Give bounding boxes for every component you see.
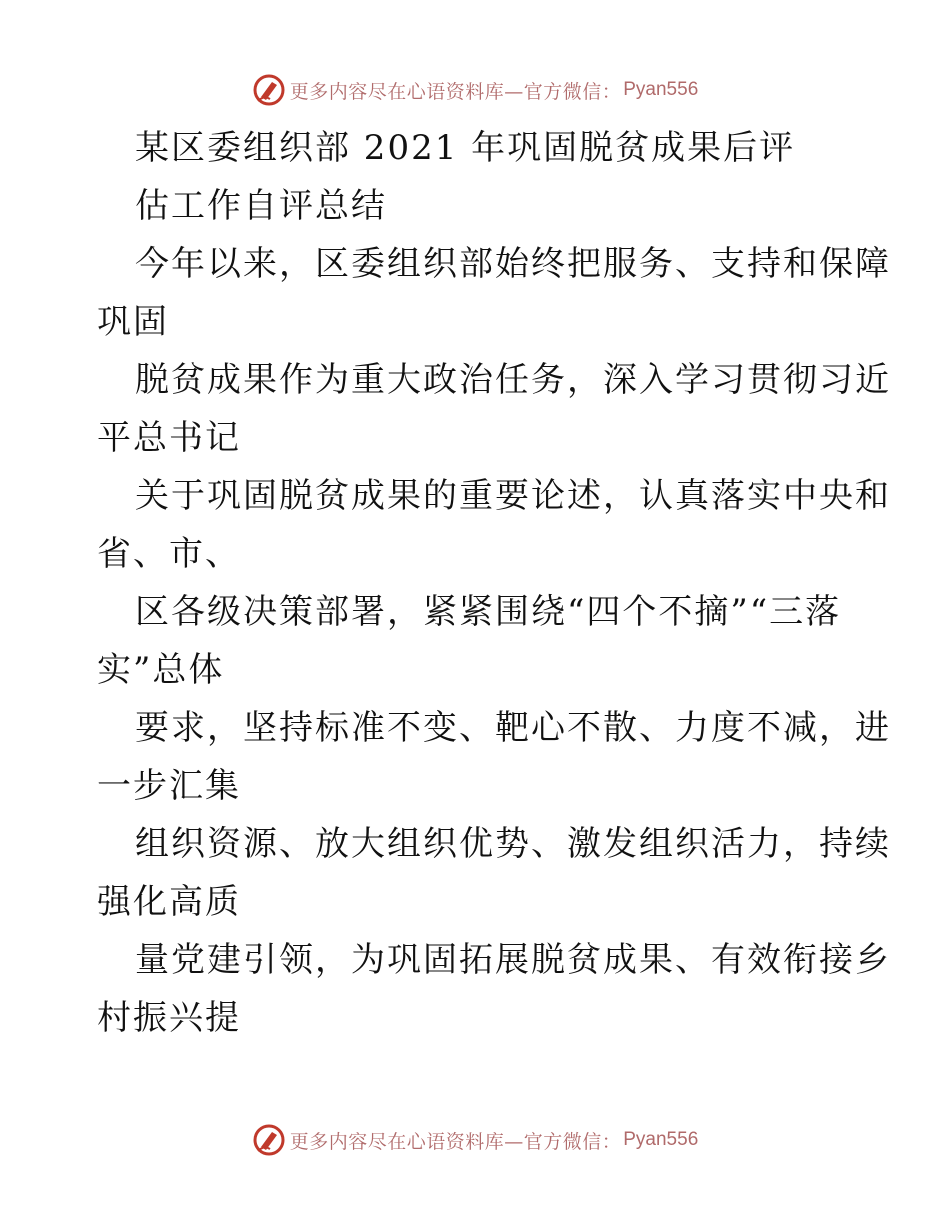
logo-icon [252, 1123, 286, 1157]
doc-text-line: 实”总体 [97, 650, 225, 690]
doc-text-line: 区各级决策部署，紧紧围绕“四个不摘”“三落 [135, 592, 842, 632]
wechat-id: Pyan556 [623, 1129, 699, 1150]
banner-text: 更多内容尽在心语资料库—官方微信： [289, 1130, 622, 1153]
doc-text-line: 村振兴提 [97, 998, 241, 1038]
doc-text-line: 量党建引领，为巩固拓展脱贫成果、有效衔接乡 [135, 940, 891, 980]
doc-text-line: 巩固 [97, 302, 169, 342]
doc-text-line: 组织资源、放大组织优势、激发组织活力，持续 [135, 824, 891, 864]
doc-text-line: 脱贫成果作为重大政治任务，深入学习贯彻习近 [135, 360, 891, 400]
doc-text-line: 省、市、 [97, 534, 241, 574]
doc-text-line: 强化高质 [97, 882, 241, 922]
doc-text-line: 平总书记 [97, 418, 241, 458]
footer-banner [0, 1120, 950, 1160]
doc-title-line-1: 某区委组织部 2021 年巩固脱贫成果后评 [135, 128, 796, 168]
doc-text-line: 要求，坚持标准不变、靶心不散、力度不减，进 [135, 708, 891, 748]
logo-icon [252, 73, 286, 107]
wechat-id: Pyan556 [623, 79, 699, 100]
doc-text-line: 今年以来，区委组织部始终把服务、支持和保障 [135, 244, 891, 284]
banner-text: 更多内容尽在心语资料库—官方微信： [289, 80, 622, 103]
doc-text-line: 关于巩固脱贫成果的重要论述，认真落实中央和 [135, 476, 891, 516]
doc-title-line-2: 估工作自评总结 [135, 186, 387, 226]
doc-text-line: 一步汇集 [97, 766, 241, 806]
header-banner [0, 70, 950, 110]
